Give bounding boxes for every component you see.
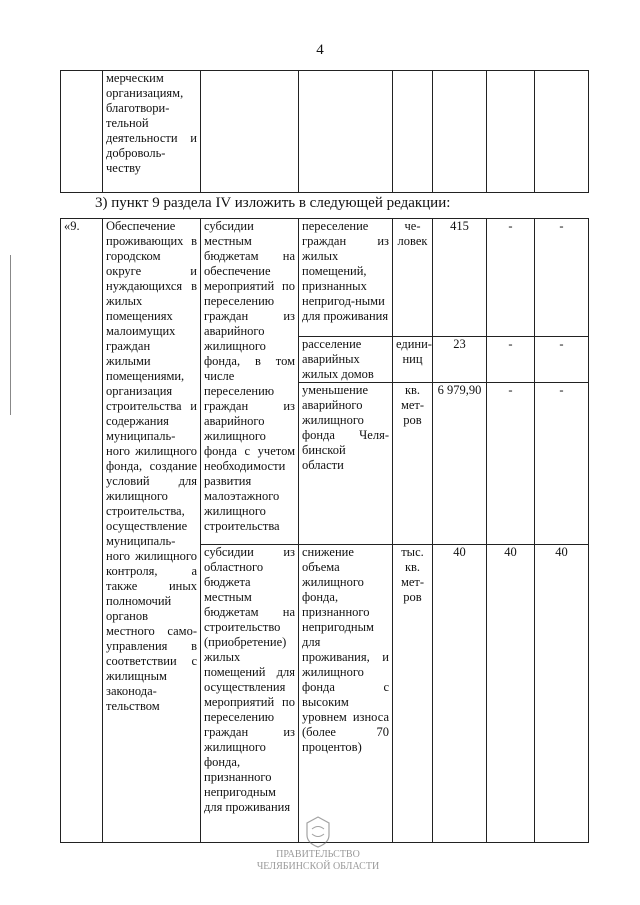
top-cell-5 <box>393 71 433 193</box>
task-cell: Обеспечение проживающих в городском округе и нуждающихся в жилых помещениях малоимущих граждан жилыми помещениями, организация строительства и содержания муниципаль-ного жилищного фонда, создание условий для жилищного строительства, осуществление муниципаль-ного жилищного контроля, а также иных полномочий органов местного само-управления в соответствии с жилищным законода-тельством <box>103 219 201 843</box>
indicator-name: уменьшение аварийного жилищного фонда Челя-бинской области <box>299 383 393 545</box>
page-number: 4 <box>316 42 324 58</box>
indicator-value-3: - <box>535 383 589 545</box>
subsidy1-cell: субсидии местным бюджетам на обеспечение мероприятий по переселению граждан из аварийного жилищного фонда, в том числе переселению граждан из аварийного жилищного фонда с учетом необходимости развития малоэтажного жилищного строительства <box>201 219 299 545</box>
indicator-name: расселение аварийных жилых домов <box>299 337 393 383</box>
indicator-value-1: 23 <box>433 337 487 383</box>
top-cell-3 <box>201 71 299 193</box>
indicator-name: снижение объема жилищного фонда, признанного непригодным для проживания, и жилищного фонда с высоким уровнем износа (более 70 процентов) <box>299 545 393 843</box>
subsidy2-cell: субсидии из областного бюджета местным бюджетам на строительство (приобретение) жилых помещений для осуществления мероприятий по переселению граждан из жилищного фонда, признанного непригодным для проживания <box>201 545 299 843</box>
top-cell-4 <box>299 71 393 193</box>
indicator-value-2: - <box>487 383 535 545</box>
indicator-unit: тыс. кв. мет-ров <box>393 545 433 843</box>
top-cell-6 <box>433 71 487 193</box>
indicator-unit: кв. мет-ров <box>393 383 433 545</box>
indicator-value-3: - <box>535 337 589 383</box>
indicator-value-1: 40 <box>433 545 487 843</box>
top-cell-7 <box>487 71 535 193</box>
stamp-line-2: ЧЕЛЯБИНСКОЙ ОБЛАСТИ <box>256 861 380 872</box>
top-table-fragment <box>60 70 589 193</box>
indicator-value-2: 40 <box>487 545 535 843</box>
government-stamp <box>243 815 393 885</box>
row-number: «9. <box>61 219 103 843</box>
indicator-value-2: - <box>487 219 535 337</box>
indicator-value-1: 6 979,90 <box>433 383 487 545</box>
indicator-unit: че-ловек <box>393 219 433 337</box>
main-table <box>60 218 589 843</box>
indicator-value-1: 415 <box>433 219 487 337</box>
top-cell-task: мерческим организациям, благотвори-тельной деятельности и доброволь-честву <box>103 71 201 193</box>
margin-line <box>10 255 11 415</box>
indicator-value-3: - <box>535 219 589 337</box>
top-cell-8 <box>535 71 589 193</box>
top-cell-num <box>61 71 103 193</box>
indicator-name: переселение граждан из жилых помещений, признанных непригод-ными для проживания <box>299 219 393 337</box>
indicator-value-3: 40 <box>535 545 589 843</box>
indicator-value-2: - <box>487 337 535 383</box>
emblem-icon <box>303 815 333 849</box>
indicator-unit: едини-ниц <box>393 337 433 383</box>
instruction-text: 3) пункт 9 раздела IV изложить в следующей редакции: <box>95 195 451 211</box>
stamp-line-1: ПРАВИТЕЛЬСТВО <box>276 849 360 860</box>
